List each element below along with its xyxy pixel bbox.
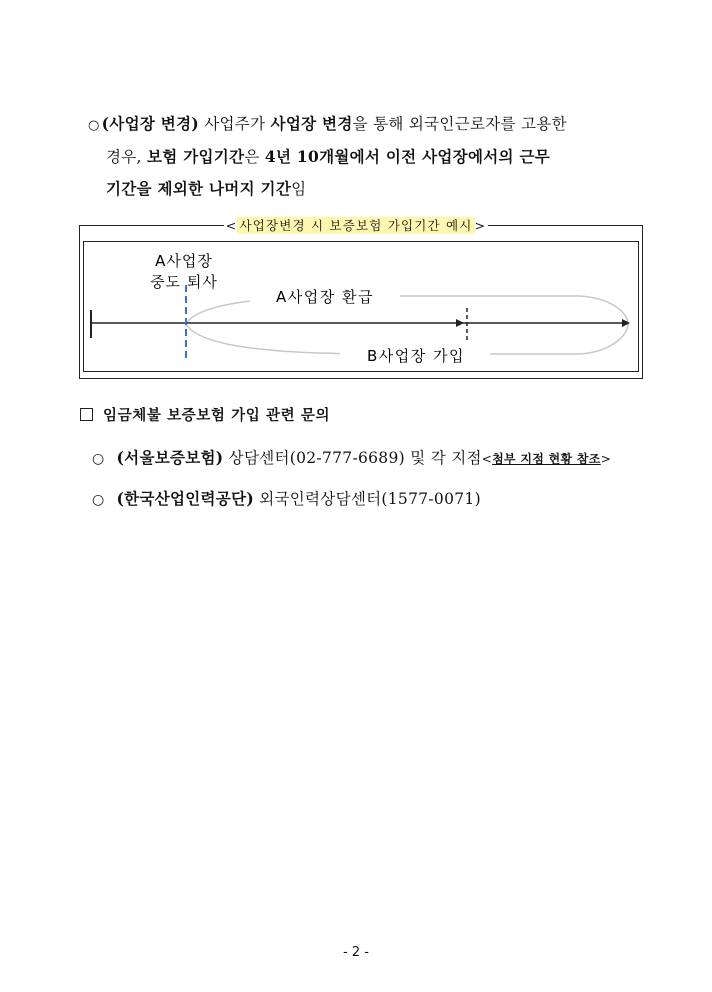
caption-bracket: < [225, 218, 238, 233]
contact-org: (서울보증보험) [116, 448, 224, 467]
timeline-arrow-end-icon [622, 319, 630, 327]
contact-text: 상담센터(02-777-6689) 및 각 지점 [223, 449, 482, 467]
inquiry-section-title [80, 404, 330, 425]
intro-bold: 사업장 변경 [270, 114, 353, 133]
page-number: - 2 - [343, 945, 369, 960]
label-refund: A사업장 환급 [276, 288, 374, 306]
intro-bold: 보험 가입기간 [147, 147, 245, 166]
circle-bullet-icon: ○ [92, 451, 105, 467]
label-a-quit: 중도 퇴사 [150, 273, 218, 291]
contact-note [482, 452, 611, 466]
intro-text: 경우, [106, 148, 148, 166]
contact-item-hrd [92, 487, 481, 509]
note-text: 첨부 지점 현황 참조 [492, 452, 601, 466]
square-bullet-icon [80, 408, 93, 421]
contact-org: (한국산업인력공단) [116, 489, 254, 508]
note-bracket: > [600, 452, 612, 466]
intro-text: 은 [244, 148, 265, 166]
contact-text: 외국인력상담센터(1577-0071) [253, 490, 481, 508]
intro-bold: 기간을 제외한 나머지 기간 [106, 179, 292, 198]
label-a-company: A사업장 [155, 252, 213, 270]
circle-bullet-icon: ○ [88, 118, 100, 133]
intro-text: 임 [291, 180, 307, 198]
intro-text: 을 통해 외국인근로자를 고용한 [352, 115, 567, 133]
label-join: B사업장 가입 [366, 347, 466, 365]
caption-bracket: > [474, 218, 487, 233]
caption-text: 사업장변경 시 보증보험 가입기간 예시 [239, 218, 473, 233]
intro-heading: (사업장 변경) [101, 114, 199, 133]
intro-text: 사업주가 [199, 115, 271, 133]
note-bracket: < [481, 452, 493, 466]
section-title-text: 임금체불 보증보험 가입 관련 문의 [103, 408, 331, 424]
contact-item-sgi [92, 446, 611, 468]
circle-bullet-icon: ○ [92, 492, 105, 508]
timeline-arrow-mid-icon [456, 319, 464, 327]
intro-bold: 4년 10개월에서 이전 사업장에서의 근무 [264, 147, 551, 166]
